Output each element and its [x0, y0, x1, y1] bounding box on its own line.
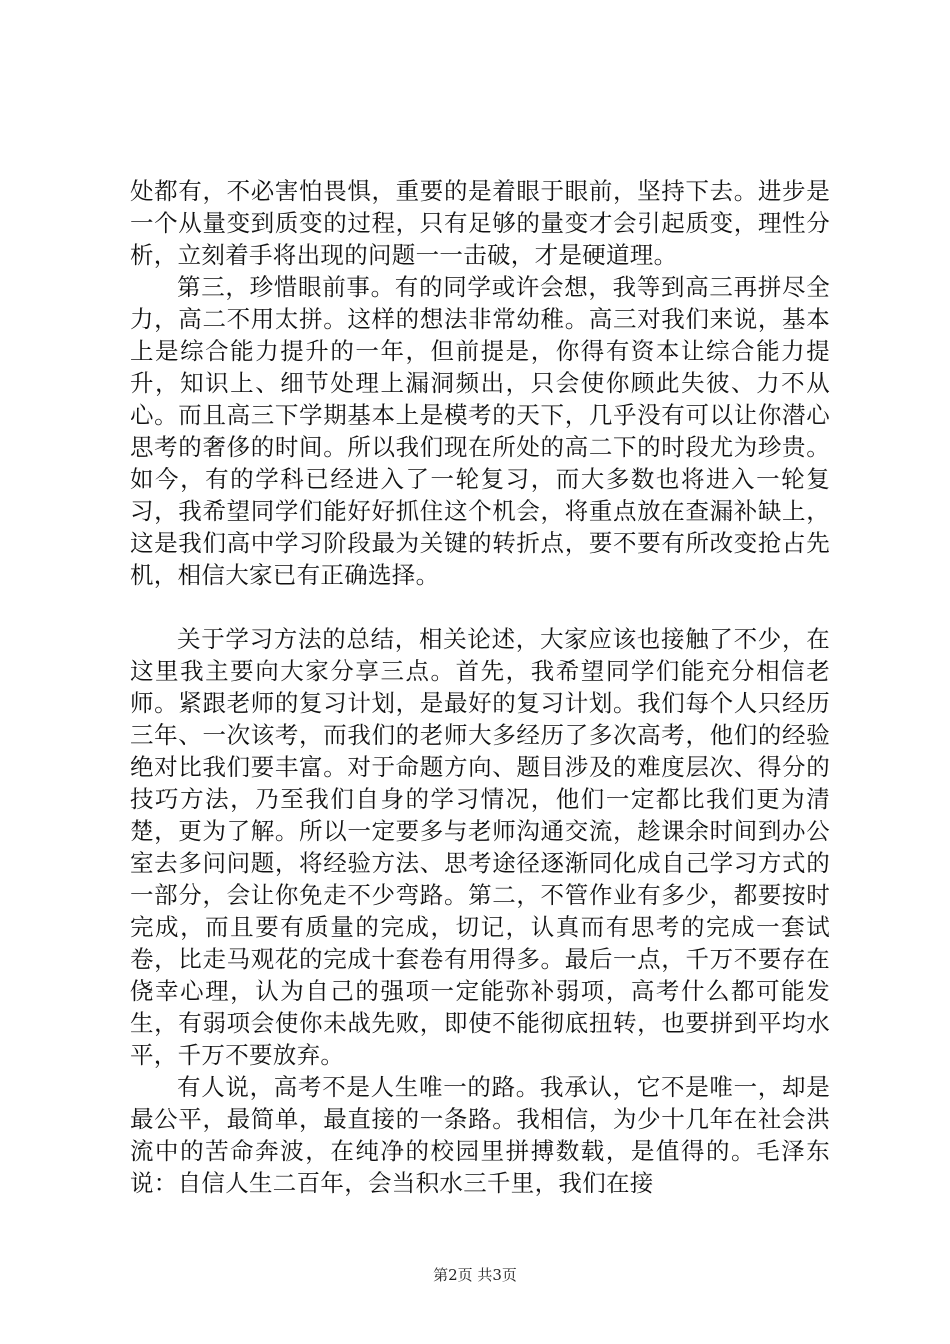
document-body [130, 175, 830, 1199]
page-number-footer: 第2页 共3页 [433, 1266, 517, 1284]
paragraph-study-methods: 关于学习方法的总结，相关论述，大家应该也接触了不少，在这里我主要向大家分享三点。首先，我希望同学们能充分相信老师。紧跟老师的复习计划，是最好的复习计划。我们每个人只经历三年、一次该考，而我们的老师大多经历了多次高考，他们的经验绝对比我们要丰富。对于命题方向、题目涉及的难度层次、得分的技巧方法，乃至我们自身的学习情况，他们一定都比我们更为清楚，更为了解。所以一定要多与老师沟通交流，趁课余时间到办公室去多问问题，将经验方法、思考途径逐渐同化成自己学习方式的一部分，会让你免走不少弯路。第二，不管作业有多少，都要按时完成，而且要有质量的完成，切记，认真而有思考的完成一套试卷，比走马观花的完成十套卷有用得多。最后一点，千万不要存在侥幸心理，认为自己的强项一定能弥补弱项，高考什么都可能发生，有弱项会使你未战先败，即使不能彻底扭转，也要拼到平均水平，千万不要放弃。 [130, 625, 830, 1069]
paragraph-cherish-present: 第三，珍惜眼前事。有的同学或许会想，我等到高三再拼尽全力，高二不用太拼。这样的想法非常幼稚。高三对我们来说，基本上是综合能力提升的一年，但前提是，你得有资本让综合能力提升，知识上、细节处理上漏洞频出，只会使你顾此失彼、力不从心。而且高三下学期基本上是模考的天下，几乎没有可以让你潜心思考的奢侈的时间。所以我们现在所处的高二下的时段尤为珍贵。如今，有的学科已经进入了一轮复习，而大多数也将进入一轮复习，我希望同学们能好好抓住这个机会，将重点放在查漏补缺上，这是我们高中学习阶段最为关键的转折点，要不要有所改变抢占先机，相信大家已有正确选择。 [130, 273, 830, 589]
paragraph-gaokao-path: 有人说，高考不是人生唯一的路。我承认，它不是唯一，却是最公平，最简单，最直接的一条路。我相信，为少十几年在社会洪流中的苦命奔波，在纯净的校园里拼搏数载，是值得的。毛泽东说：自信人生二百年，会当积水三千里，我们在接 [130, 1073, 830, 1197]
paragraph-continuation: 处都有，不必害怕畏惧，重要的是着眼于眼前，坚持下去。进步是一个从量变到质变的过程，只有足够的量变才会引起质变，理性分析，立刻着手将出现的问题一一击破，才是硬道理。 [130, 177, 830, 269]
paragraph-gap [130, 591, 830, 623]
